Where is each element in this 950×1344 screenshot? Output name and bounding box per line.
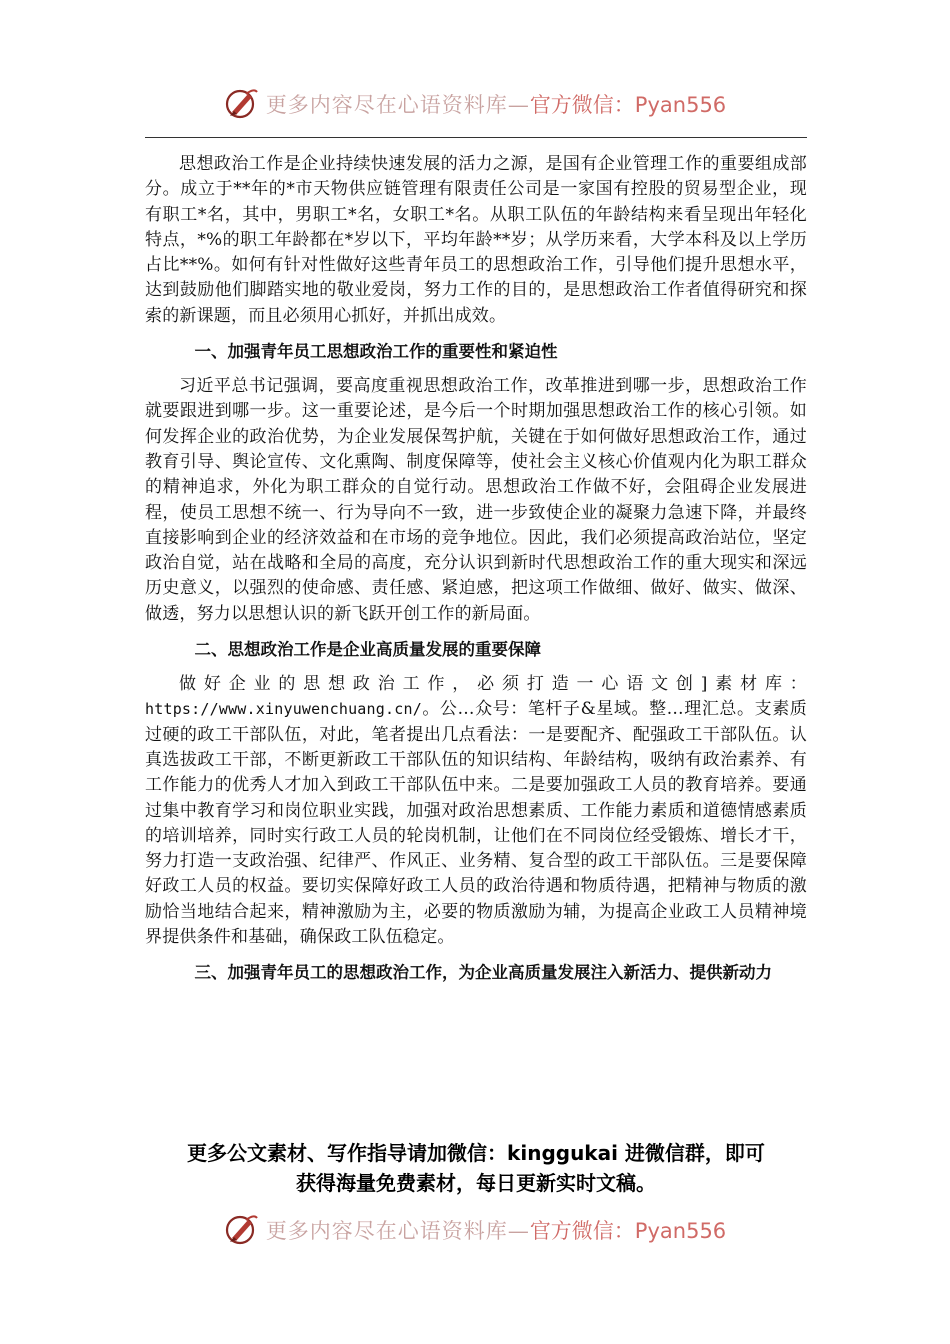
section-heading-1: 一、加强青年员工思想政治工作的重要性和紧迫性 — [194, 342, 558, 362]
intro-paragraph: 思想政治工作是企业持续快速发展的活力之源，是国有企业管理工作的重要组成部分。成立于**年的*市天物供应链管理有限责任公司是一家国有控股的贸易型企业，现有职工*名，其中，男职工*名，女职工*名。从职工队伍的年龄结构来看呈现出年轻化特点，*%的职工年龄都在*岁以下，平均年龄**岁；从学历来看，大学本科及以上学历占比**%。如何有针对性做好这些青年员工的思想政治工作，引导他们提升思想水平，达到鼓励他们脚踏实地的敬业爱岗，努力工作的目的，是思想政治工作者值得研究和探索的新课题，而且必须用心抓好，并抓出成效。 — [145, 154, 807, 326]
section-heading-3: 三、加强青年员工的思想政治工作，为企业高质量发展注入新活力、提供新动力 — [194, 963, 772, 983]
section-2-paragraph — [145, 672, 807, 950]
header-banner — [0, 82, 950, 126]
pen-logo-icon — [224, 1212, 260, 1248]
footer-banner-text: 更多内容尽在心语资料库—官方微信：Pyan556 — [265, 1219, 727, 1243]
section-heading-2: 二、思想政治工作是企业高质量发展的重要保障 — [194, 640, 541, 660]
section-2-text-a: 做好企业的思想政治工作，必须打造一心语文创]素材库： — [179, 674, 807, 695]
header-banner-text: 更多内容尽在心语资料库—官方微信：Pyan556 — [265, 93, 727, 117]
promo-line-2: 获得海量免费素材，每日更新实时文稿。 — [296, 1171, 656, 1195]
section-2-text-b: 。公…众号：笔杆子&星域。整…理汇总。支素质过硬的政工干部队伍，对此，笔者提出几点看法：一是要配齐、配强政工干部队伍。认真选拔政工干部，不断更新政工干部队伍的知识结构、年龄结构，吸纳有政治素养、有工作能力的优秀人才加入到政工干部队伍中来。二是要加强政工人员的教育培养。要通过集中教育学习和岗位职业实践，加强对政治思想素质、工作能力素质和道德情感素质的培训培养，同时实行政工人员的轮岗机制，让他们在不同岗位经受锻炼、增长才干，努力打造一支政治强、纪律严、作风正、业务精、复合型的政工干部队伍。三是要保障好政工人员的权益。要切实保障好政工人员的政治待遇和物质待遇，把精神与物质的激励恰当地结合起来，精神激励为主，必要的物质激励为辅，为提高企业政工人员精神境界提供条件和基础，确保政工队伍稳定。 — [145, 699, 807, 948]
promo-text — [145, 1138, 807, 1198]
promo-line-1: 更多公文素材、写作指导请加微信：kinggukai 进微信群，即可 — [187, 1141, 765, 1165]
footer-banner — [0, 1208, 950, 1252]
resource-url: https://www.xinyuwenchuang.cn/ — [145, 700, 422, 719]
document-body — [145, 152, 807, 995]
pen-logo-icon — [224, 86, 260, 122]
header-divider — [145, 137, 807, 138]
section-1-paragraph: 习近平总书记强调，要高度重视思想政治工作，改革推进到哪一步，思想政治工作就要跟进到哪一步。这一重要论述，是今后一个时期加强思想政治工作的核心引领。如何发挥企业的政治优势，为企业发展保驾护航，关键在于如何做好思想政治工作，通过教育引导、舆论宣传、文化熏陶、制度保障等，使社会主义核心价值观内化为职工群众的精神追求，外化为职工群众的自觉行动。思想政治工作做不好，会阻碍企业发展进程，使员工思想不统一、行为导向不一致，进一步致使企业的凝聚力急速下降，并最终直接影响到企业的经济效益和在市场的竞争地位。因此，我们必须提高政治站位，坚定政治自觉，站在战略和全局的高度，充分认识到新时代思想政治工作的重大现实和深远历史意义，以强烈的使命感、责任感、紧迫感，把这项工作做细、做好、做实、做深、做透，努力以思想认识的新飞跃开创工作的新局面。 — [145, 376, 807, 624]
